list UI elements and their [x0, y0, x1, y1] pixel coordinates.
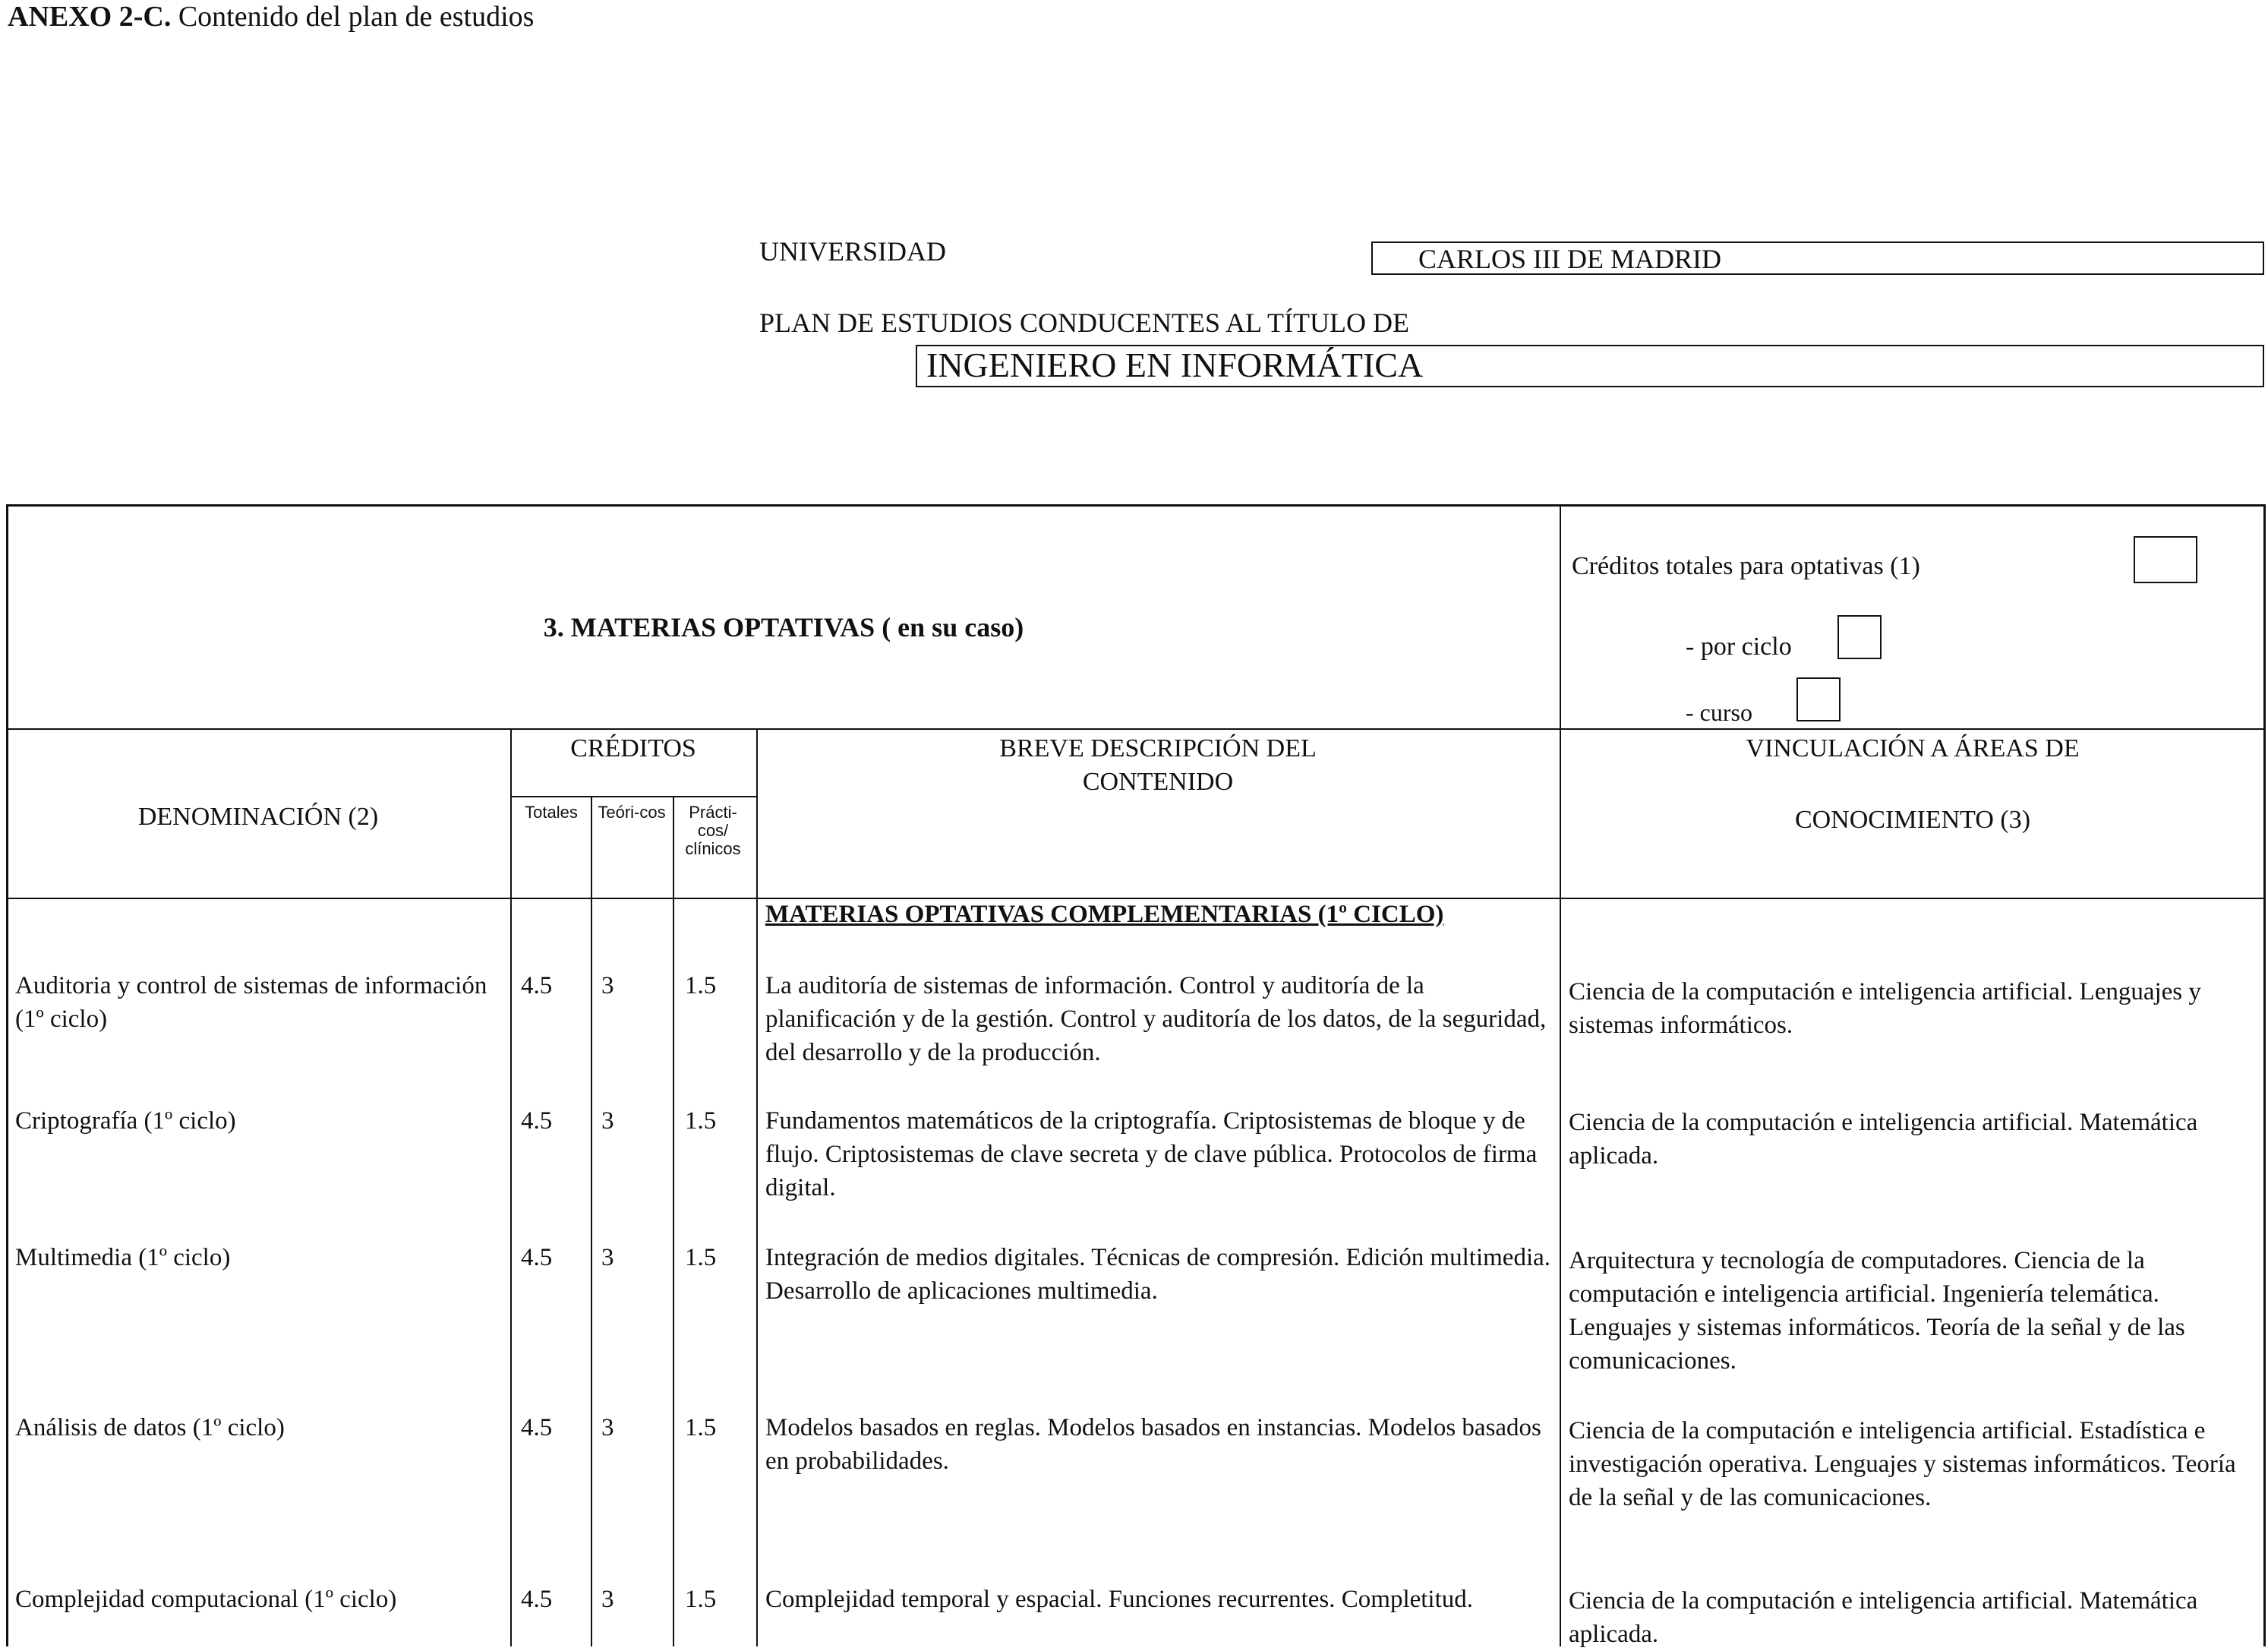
- university-label: UNIVERSIDAD: [759, 236, 946, 267]
- row-2-teoricos: 3: [601, 1107, 614, 1135]
- row-3-areas: Arquitectura y tecnología de computadores. Ciencia de la computación e inteligencia artificial. Ingeniería telemática. Lenguajes y sistemas informáticos. Teoría de la señal y de las comunicaciones.: [1569, 1247, 2185, 1375]
- header-descripcion-1: BREVE DESCRIPCIÓN DEL: [999, 734, 1317, 762]
- row-5-descripcion: Complejidad temporal y espacial. Funciones recurrentes. Completitud.: [765, 1586, 1474, 1613]
- university-value: CARLOS III DE MADRID: [1371, 241, 2264, 275]
- row-1-name: Auditoria y control de sistemas de información (1º ciclo): [15, 972, 487, 1033]
- row-4-teoricos: 3: [601, 1414, 614, 1441]
- row-5-name: Complejidad computacional (1º ciclo): [15, 1586, 397, 1613]
- row-1-areas: Ciencia de la computación e inteligencia artificial. Lenguajes y sistemas informáticos.: [1569, 978, 2201, 1039]
- row-2-name: Criptografía (1º ciclo): [15, 1107, 236, 1135]
- row-2-descripcion: Fundamentos matemáticos de la criptografía. Criptosistemas de bloque y de flujo. Criptosistemas de clave secreta y de clave pública. Protocolos de firma digital.: [765, 1107, 1538, 1201]
- per-cycle-box: [1837, 615, 1882, 659]
- degree-title: INGENIERO EN INFORMÁTICA: [916, 345, 2264, 387]
- row-4-descripcion: Modelos basados en reglas. Modelos basados en instancias. Modelos basados en probabilidades.: [765, 1414, 1541, 1475]
- row-2-totales: 4.5: [521, 1107, 553, 1135]
- credits-subheader-divider: [510, 796, 756, 797]
- annex-heading: ANEXO 2-C. Contenido del plan de estudios: [8, 1, 535, 33]
- header-vinculacion-1: VINCULACIÓN A ÁREAS DE: [1746, 734, 2080, 762]
- col-divider-areas: [1560, 504, 1561, 1646]
- header-bottom-divider: [6, 898, 2266, 899]
- row-4-practicos: 1.5: [685, 1414, 717, 1441]
- per-course-label: - curso: [1686, 699, 1752, 726]
- row-1-practicos: 1.5: [685, 972, 717, 999]
- row-3-descripcion: Integración de medios digitales. Técnicas de compresión. Edición multimedia. Desarrollo de aplicaciones multimedia.: [765, 1244, 1551, 1305]
- row-3-teoricos: 3: [601, 1244, 614, 1271]
- total-credits-label: Créditos totales para optativas (1): [1572, 552, 1920, 580]
- header-teoricos: Teóri-cos: [598, 803, 666, 822]
- row-1-teoricos: 3: [601, 972, 614, 999]
- per-course-box: [1796, 677, 1841, 721]
- header-totales: Totales: [525, 803, 578, 822]
- header-descripcion-2: CONTENIDO: [1082, 768, 1234, 796]
- row-3-totales: 4.5: [521, 1244, 553, 1271]
- row-2-areas: Ciencia de la computación e inteligencia artificial. Matemática aplicada.: [1569, 1109, 2198, 1170]
- col-divider-teoricos: [591, 796, 592, 1646]
- header-creditos: CRÉDITOS: [570, 734, 696, 762]
- per-cycle-label: - por ciclo: [1686, 633, 1792, 661]
- row-1-totales: 4.5: [521, 972, 553, 999]
- header-practicos: Prácti-cos/ clínicos: [685, 803, 741, 858]
- subsection-title: MATERIAS OPTATIVAS COMPLEMENTARIAS (1º CICLO): [765, 901, 1444, 928]
- col-divider-descripcion: [756, 728, 758, 1646]
- row-1-descripcion: La auditoría de sistemas de información. Control y auditoría de la planificación y de la gestión. Control y auditoría de los datos, de la seguridad, del desarrollo y de la producción.: [765, 972, 1547, 1066]
- row-4-name: Análisis de datos (1º ciclo): [15, 1414, 285, 1441]
- header-vinculacion-2: CONOCIMIENTO (3): [1794, 806, 2031, 834]
- row-4-totales: 4.5: [521, 1414, 553, 1441]
- header-denominacion: DENOMINACIÓN (2): [137, 803, 379, 831]
- row-2-practicos: 1.5: [685, 1107, 717, 1135]
- row-4-areas: Ciencia de la computación e inteligencia artificial. Estadística e investigación operativa. Lenguajes y sistemas informáticos. Teoría de la señal y de las comunicaciones.: [1569, 1417, 2236, 1511]
- section-title: 3. MATERIAS OPTATIVAS ( en su caso): [543, 612, 1024, 642]
- col-divider-practicos: [673, 796, 674, 1646]
- row-5-practicos: 1.5: [685, 1586, 717, 1613]
- header-divider: [6, 728, 2266, 730]
- plan-label: PLAN DE ESTUDIOS CONDUCENTES AL TÍTULO DE: [759, 308, 1409, 338]
- total-credits-box: [2134, 536, 2197, 583]
- row-5-teoricos: 3: [601, 1586, 614, 1613]
- row-3-name: Multimedia (1º ciclo): [15, 1244, 231, 1271]
- row-3-practicos: 1.5: [685, 1244, 717, 1271]
- col-divider-totales: [510, 728, 512, 1646]
- row-5-areas: Ciencia de la computación e inteligencia artificial. Matemática aplicada.: [1569, 1587, 2198, 1648]
- row-5-totales: 4.5: [521, 1586, 553, 1613]
